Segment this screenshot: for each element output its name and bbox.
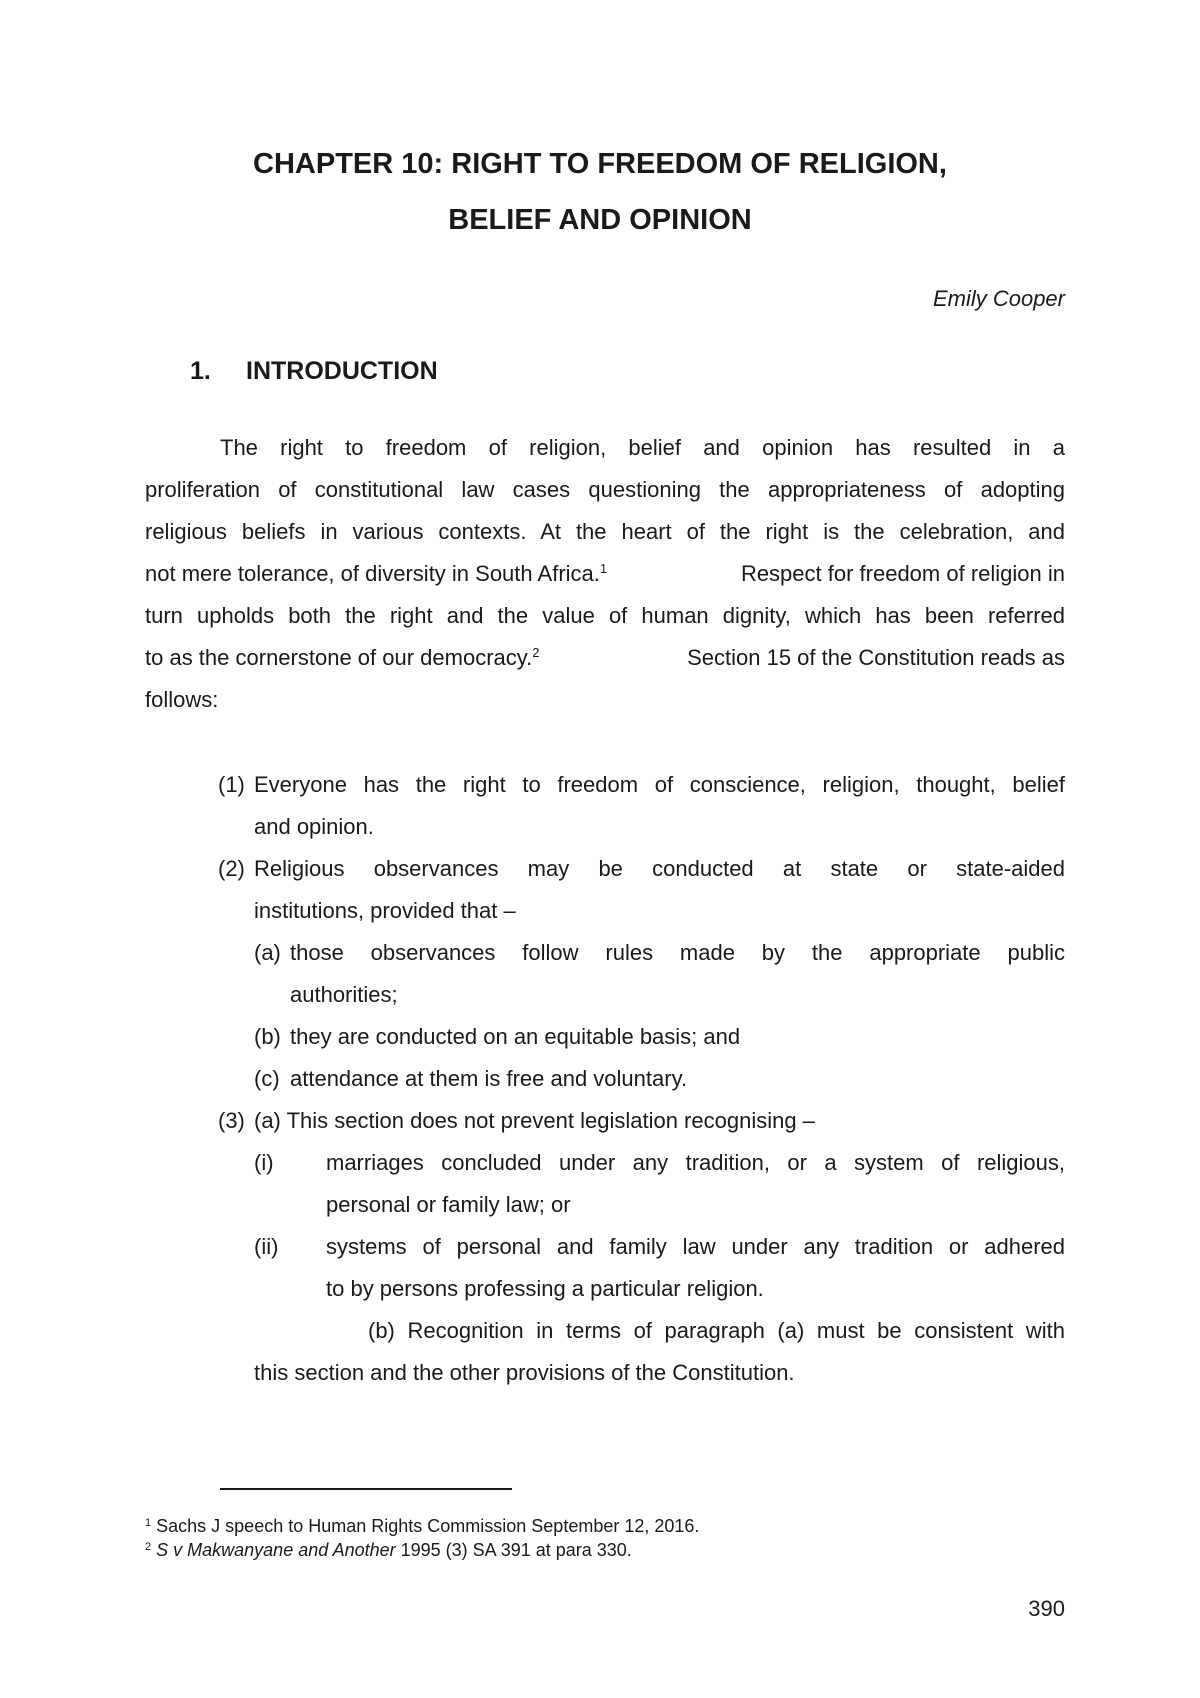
paragraph-c-line-1: attendance at them is free and voluntary. bbox=[290, 1066, 688, 1091]
subsection-1-line-2: and opinion. bbox=[254, 814, 374, 839]
intro-line-7: follows: bbox=[145, 687, 219, 712]
paragraph-b-line-1: they are conducted on an equitable basis; and bbox=[290, 1024, 741, 1049]
intro-line-4b: Respect for freedom of religion in bbox=[740, 561, 1065, 586]
footnote-2-marker: 2 bbox=[145, 1541, 152, 1553]
footnote-ref-1[interactable]: 1 bbox=[599, 561, 608, 576]
subsection-2-label: (2) bbox=[218, 856, 245, 881]
intro-line-3: religious beliefs in various contexts. At the heart of the right is the celebration, and bbox=[145, 519, 1065, 544]
intro-paragraph bbox=[145, 427, 1065, 721]
intro-line-4a: not mere tolerance, of diversity in South Africa. bbox=[145, 561, 600, 586]
section-number: 1. bbox=[190, 357, 211, 385]
subsection-1-line-1: Everyone has the right to freedom of conscience, religion, thought, belief bbox=[254, 772, 1065, 797]
item-i-label: (i) bbox=[254, 1150, 274, 1175]
chapter-title-line-2: BELIEF AND OPINION bbox=[448, 204, 752, 236]
item-ii-label: (ii) bbox=[254, 1234, 279, 1259]
subsection-3b-line-1: (b) Recognition in terms of paragraph (a) must be consistent with bbox=[368, 1318, 1065, 1343]
chapter-title-line-1: CHAPTER 10: RIGHT TO FREEDOM OF RELIGION, bbox=[253, 148, 947, 180]
intro-line-6b: Section 15 of the Constitution reads as bbox=[687, 645, 1065, 670]
footnote-1-marker: 1 bbox=[145, 1517, 152, 1529]
author-name: Emily Cooper bbox=[932, 286, 1065, 311]
footnote-2-citation: 1995 (3) SA 391 at para 330. bbox=[395, 1540, 632, 1560]
item-i-line-1: marriages concluded under any tradition, or a system of religious, bbox=[326, 1150, 1065, 1175]
subsection-3-line-1: (a) This section does not prevent legislation recognising – bbox=[254, 1108, 815, 1133]
page-number: 390 bbox=[1028, 1596, 1065, 1621]
section-title: INTRODUCTION bbox=[246, 357, 438, 385]
item-ii-line-1: systems of personal and family law under any tradition or adhered bbox=[326, 1234, 1065, 1259]
subsection-3b-line-2: this section and the other provisions of the Constitution. bbox=[254, 1360, 795, 1385]
subsection-1-label: (1) bbox=[218, 772, 245, 797]
footnote-1-text: Sachs J speech to Human Rights Commission September 12, 2016. bbox=[156, 1516, 700, 1536]
footnote-1 bbox=[145, 1516, 699, 1537]
intro-line-6 bbox=[145, 637, 1065, 679]
item-i-line-2: personal or family law; or bbox=[326, 1192, 571, 1217]
footnote-ref-2[interactable]: 2 bbox=[532, 645, 540, 660]
intro-line-5: turn upholds both the right and the value of human dignity, which has been referred bbox=[145, 603, 1065, 628]
footnote-separator bbox=[220, 1488, 512, 1490]
footnote-2 bbox=[145, 1540, 632, 1561]
paragraph-a-line-1: those observances follow rules made by the appropriate public bbox=[290, 940, 1065, 965]
intro-line-4 bbox=[145, 553, 1065, 595]
paragraph-a-line-2: authorities; bbox=[290, 982, 398, 1007]
intro-line-1: The right to freedom of religion, belief and opinion has resulted in a bbox=[220, 435, 1065, 460]
paragraph-c-label: (c) bbox=[254, 1066, 280, 1091]
item-ii-line-2: to by persons professing a particular religion. bbox=[326, 1276, 764, 1301]
subsection-3-label: (3) bbox=[218, 1108, 245, 1133]
paragraph-a-label: (a) bbox=[254, 940, 281, 965]
intro-line-2: proliferation of constitutional law cases questioning the appropriateness of adopting bbox=[145, 477, 1065, 502]
subsection-2-line-2: institutions, provided that – bbox=[254, 898, 516, 923]
footnote-2-case: S v Makwanyane and Another bbox=[156, 1540, 396, 1560]
intro-line-6a: to as the cornerstone of our democracy. bbox=[145, 645, 533, 670]
paragraph-b-label: (b) bbox=[254, 1024, 281, 1049]
subsection-2-line-1: Religious observances may be conducted at state or state-aided bbox=[254, 856, 1065, 881]
